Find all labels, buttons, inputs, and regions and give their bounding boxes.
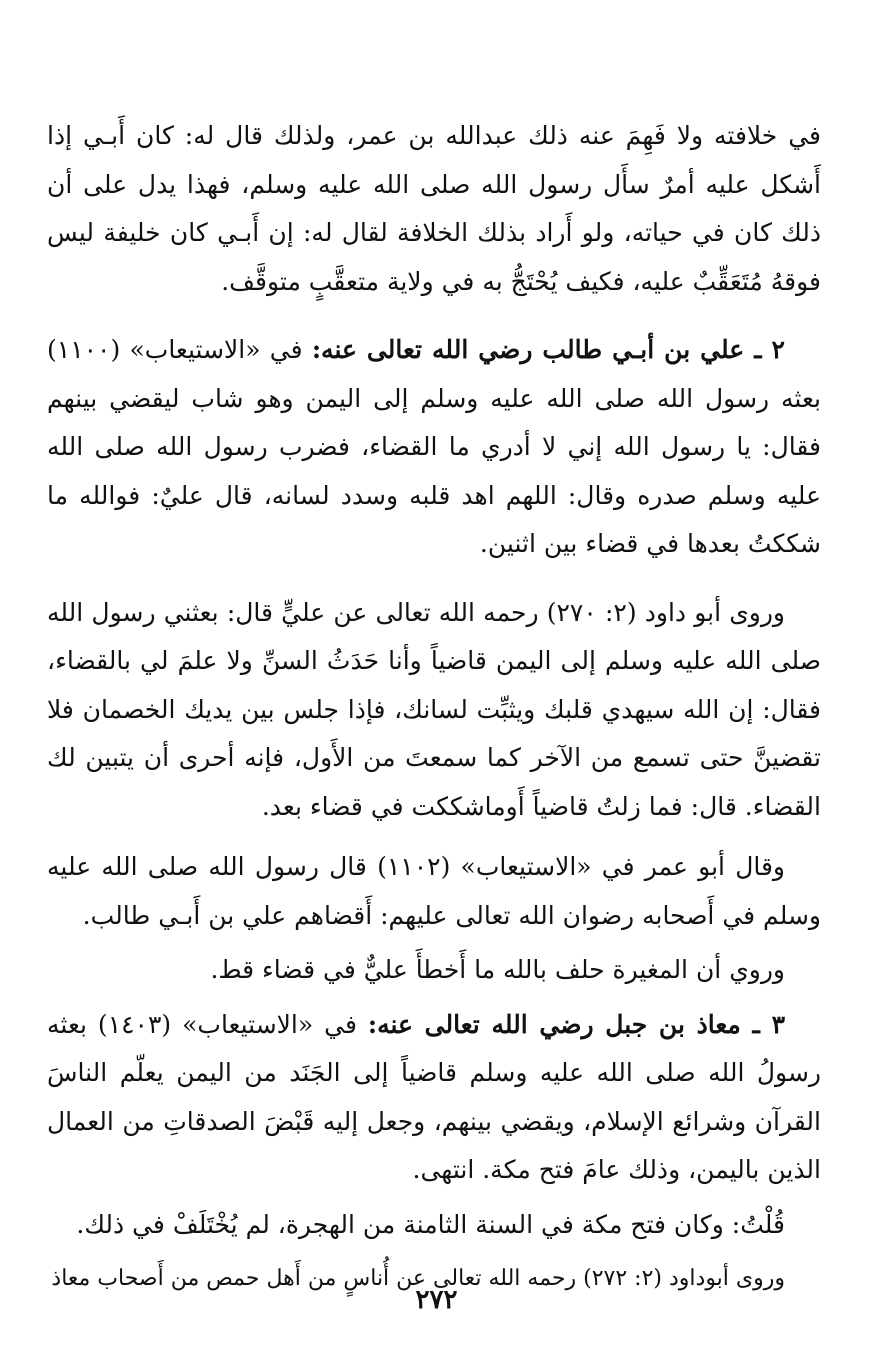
paragraph-abu-dawud-ali: وروى أبو داود (٢: ٢٧٠) رحمه الله تعالى عن عليٍّ قال: بعثني رسول الله صلى الله عليه وسلم إلى اليمن قاضياً وأنا حَدَثُ السنِّ ولا علمَ لي بالقضاء، فقال: إن الله سيهدي قلبك ويثبِّت لسانك، فإذا جلس بين يديك الخصمان فلا تقضينَّ حتى تسمع من الآخر كما سمعتَ من الأَول، فإنه أحرى أن يتبين لك القضاء. قال: فما زلتُ قاضياً أَوماشككت في قضاء بعد. <box>47 597 821 821</box>
paragraph-ali-entry <box>47 326 821 569</box>
paragraph-abu-umar: وقال أبو عمر في «الاستيعاب» (١١٠٢) قال رسول الله صلى الله عليه وسلم في أَصحابه رضوان الله تعالى عليهم: أَقضاهم علي بن أَبـي طالب. <box>47 852 821 930</box>
page-number: ٢٧٢ <box>415 1285 458 1315</box>
paragraph-abu-dawud-muadh: وروى أبوداود (٢: ٢٧٢) رحمه الله تعالى عن أُناسٍ من أَهل حمص من أَصحاب معاذ <box>51 1266 785 1291</box>
section-heading-muadh: ٣ ـ معاذ بن جبل رضي الله تعالى عنه: <box>367 1009 785 1039</box>
paragraph-qultu: قُلْتُ: وكان فتح مكة في السنة الثامنة من الهجرة، لم يُخْتَلَفْ في ذلك. <box>76 1209 785 1239</box>
paragraph-continuation: في خلافته ولا فَهِمَ عنه ذلك عبدالله بن عمر، ولذلك قال له: كان أَبـي إذا أَشكل عليه أمرٌ سأَل رسول الله صلى الله عليه وسلم، فهذا يدل على أن ذلك كان في حياته، ولو أَراد بذلك الخلافة لقال له: إن أَبـي كان خليفة ليس فوقهُ مُتَعَقِّبٌ عليه، فكيف يُحْتَجُّ به في ولاية متعقَّبٍ متوقَّف. <box>47 121 821 296</box>
paragraph-mughira: وروي أن المغيرة حلف بالله ما أَخطأَ عليٌّ في قضاء قط. <box>210 955 785 984</box>
paragraph-ali-text: في «الاستيعاب» (١١٠٠) بعثه رسول الله صلى الله عليه وسلم إلى اليمن وهو شاب ليقضي بينهم فقال: يا رسول الله إني لا أدري ما القضاء، فضرب رسول الله صلى الله عليه وسلم صدره وقال: اللهم اهد قلبه وسدد لسانه، قال عليٌ: فوالله ما شككتُ بعدها في قضاء بين اثنين. <box>47 335 821 558</box>
paragraph-muadh-entry <box>47 1001 821 1195</box>
section-heading-ali: ٢ ـ علي بن أبـي طالب رضي الله تعالى عنه: <box>311 335 785 364</box>
paragraph-muadh-text: في «الاستيعاب» (١٤٠٣) بعثه رسولُ الله صلى الله عليه وسلم قاضياً إلى الجَنَد من اليمن يعلّم الناسَ القرآن وشرائع الإسلام، ويقضي بينهم، وجعل إليه قَبْضَ الصدقاتِ من العمال الذين باليمن، وذلك عامَ فتح مكة. انتهى. <box>47 1009 821 1184</box>
